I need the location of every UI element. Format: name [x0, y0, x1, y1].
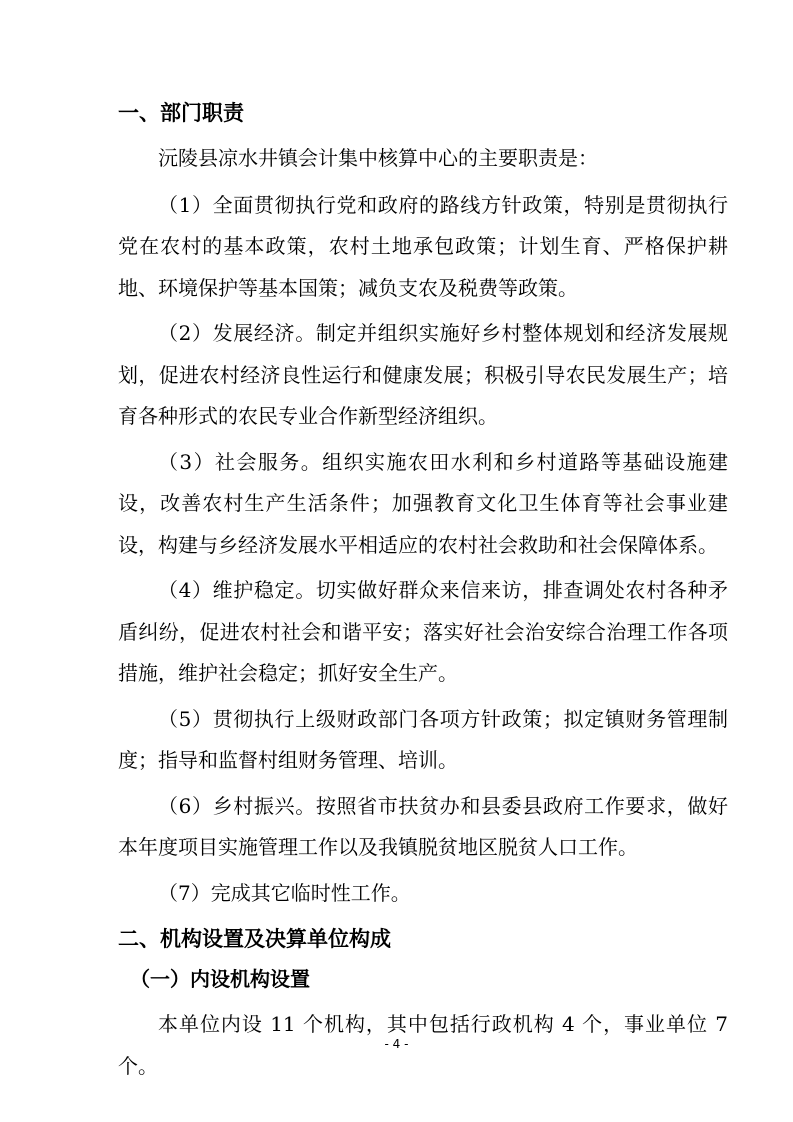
duty-item-7: （7）完成其它临时性工作。 — [158, 880, 411, 905]
duty-item-5: （5）贯彻执行上级财政部门各项方针政策；拟定镇财务管理制度；指导和监督村组财务管理、培训。 — [118, 706, 728, 772]
page-content — [118, 98, 728, 1087]
section-1-heading: 一、部门职责 — [118, 101, 244, 125]
section-1-intro: 沅陵县凉水井镇会计集中核算中心的主要职责是： — [158, 146, 598, 170]
section-2-heading: 二、机构设置及决算单位构成 — [118, 927, 391, 951]
duty-item-6: （6）乡村振兴。按照省市扶贫办和县委县政府工作要求，做好本年度项目实施管理工作以及我镇脱贫地区脱贫人口工作。 — [118, 793, 728, 859]
duty-item-1: （1）全面贯彻执行党和政府的路线方针政策，特别是贯彻执行党在农村的基本政策，农村土地承包政策；计划生育、严格保护耕地、环境保护等基本国策；减负支农及税费等政策。 — [118, 192, 728, 300]
duty-item-2: （2）发展经济。制定并组织实施好乡村整体规划和经济发展规划，促进农村经济良性运行和健康发展；积极引导农民发展生产；培育各种形式的农民专业合作新型经济组织。 — [118, 321, 728, 428]
section-2-text: 本单位内设 11 个机构，其中包括行政机构 4 个，事业单位 7 个。 — [118, 1012, 728, 1078]
section-2-subheading: （一）内设机构设置 — [130, 967, 310, 991]
duty-item-3: （3）社会服务。组织实施农田水利和乡村道路等基础设施建设，改善农村生产生活条件；加强教育文化卫生体育等社会事业建设，构建与乡经济发展水平相适应的农村社会救助和社会保障体系。 — [118, 449, 728, 557]
duty-item-4: （4）维护稳定。切实做好群众来信来访，排查调处农村各种矛盾纠纷，促进农村社会和谐平安；落实好社会治安综合治理工作各项措施，维护社会稳定；抓好安全生产。 — [118, 578, 728, 685]
page-number: - 4 - — [384, 1037, 409, 1051]
